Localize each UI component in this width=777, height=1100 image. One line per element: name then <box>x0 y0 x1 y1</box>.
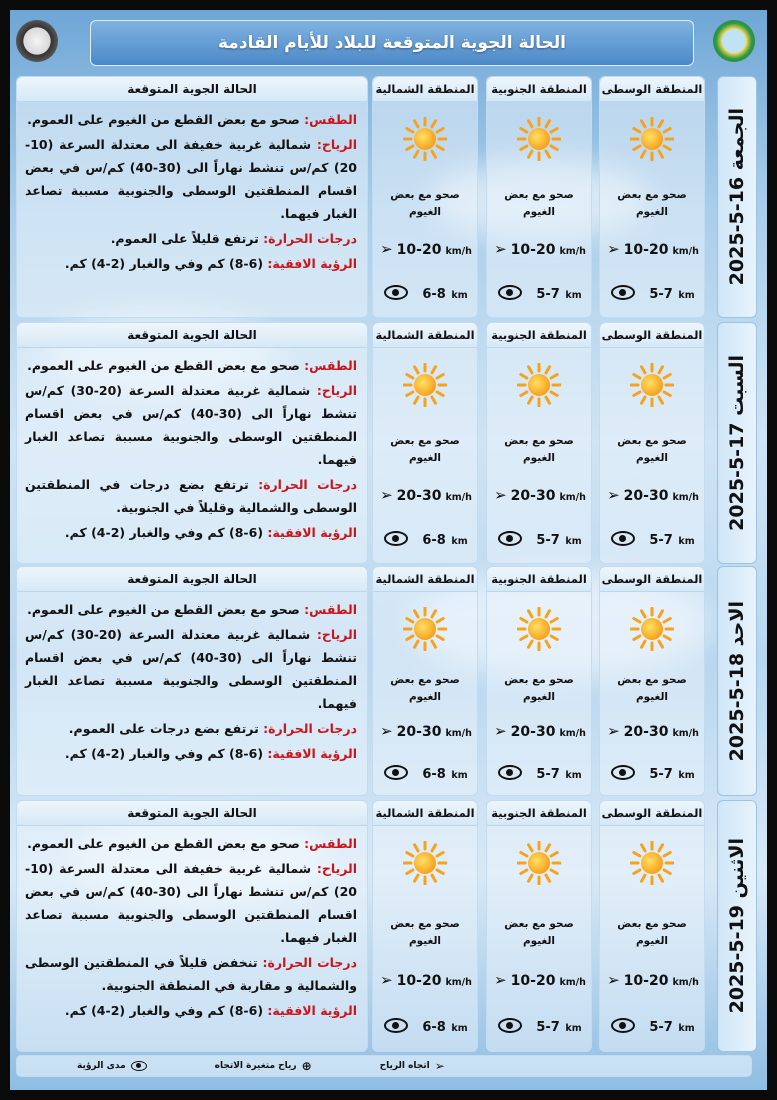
weather-label: الطقس: <box>304 358 357 373</box>
forecast-page <box>10 10 767 1090</box>
region-card <box>599 566 705 796</box>
visibility-unit: km <box>565 770 582 781</box>
condition-text: صحو مع بعض الغيوم <box>504 918 574 947</box>
forecast-heading: الحالة الجوية المتوقعة <box>17 323 367 348</box>
wind-value: 20-30 <box>623 724 669 740</box>
legend-variable-wind <box>215 1059 312 1073</box>
wind-unit: km/h <box>672 977 699 988</box>
wind-speed <box>604 240 702 258</box>
weather-label: الطقس: <box>304 602 357 617</box>
forecast-text-box <box>16 322 368 564</box>
legend-label: مدى الرؤية <box>77 1061 126 1071</box>
wind-line <box>25 623 357 715</box>
temperature-label: درجات الحرارة: <box>263 231 357 246</box>
wind-value: 10-20 <box>510 973 556 989</box>
wind-speed <box>377 722 475 740</box>
wind-speed <box>377 486 475 504</box>
region-name: المنطقة الجنوبية <box>487 567 591 592</box>
visibility-unit: km <box>451 1023 468 1034</box>
weather-line <box>25 354 357 377</box>
wind-unit: km/h <box>445 492 472 503</box>
sun-icon <box>517 117 561 161</box>
weather-line <box>25 832 357 855</box>
wind-arrow-icon: ➢ <box>380 240 393 258</box>
condition-text: صحو مع بعض الغيوم <box>504 674 574 703</box>
forecast-body <box>17 826 367 1022</box>
visibility-text: (6-8) كم وفي والغبار (2-4) كم. <box>64 525 264 540</box>
condition-text: صحو مع بعض الغيوم <box>390 435 460 464</box>
date-bar <box>717 76 757 318</box>
region-card <box>372 76 478 318</box>
visibility-range <box>377 763 475 782</box>
region-card <box>486 322 592 564</box>
day-date: الاحد 18-5-2025 <box>726 600 748 762</box>
wind-speed <box>604 971 702 989</box>
temperature-text: ترتفع قليلاً على العموم. <box>110 231 259 246</box>
visibility-text: (6-8) كم وفي والغبار (2-4) كم. <box>64 256 264 271</box>
sun-icon <box>517 363 561 407</box>
region-name: المنطقة الوسطى <box>600 323 704 348</box>
page-title: الحالة الجوية المتوقعة للبلاد للأيام القادمة <box>90 20 694 66</box>
wind-unit: km/h <box>445 728 472 739</box>
temperature-text: ترتفع بضع درجات في المنطقتين الوسطى والشمالية وقليلاً في الجنوبية. <box>25 477 357 515</box>
temperature-label: درجات الحرارة: <box>263 721 357 736</box>
day-date: الجمعة 16-5-2025 <box>726 108 748 286</box>
visibility-unit: km <box>451 770 468 781</box>
region-card <box>599 322 705 564</box>
sun-icon <box>517 607 561 651</box>
wind-unit: km/h <box>672 728 699 739</box>
wind-value: 10-20 <box>623 242 669 258</box>
eye-icon <box>498 531 522 546</box>
sun-icon <box>630 841 674 885</box>
region-name: المنطقة الوسطى <box>600 77 704 102</box>
date-bar <box>717 800 757 1052</box>
visibility-range <box>604 529 702 548</box>
temperature-text: تنخفض قليلاً في المنطقتين الوسطى والشمالية و مقاربة في المنطقة الجنوبية. <box>25 955 357 993</box>
visibility-value: 5-7 <box>649 767 673 782</box>
date-bar <box>717 322 757 564</box>
region-name: المنطقة الوسطى <box>600 801 704 826</box>
eye-icon <box>131 1061 147 1071</box>
visibility-label: الرؤية الافقية: <box>267 746 357 761</box>
wind-value: 20-30 <box>510 724 556 740</box>
wind-unit: km/h <box>672 246 699 257</box>
eye-icon <box>498 765 522 780</box>
forecast-heading: الحالة الجوية المتوقعة <box>17 77 367 102</box>
forecast-heading: الحالة الجوية المتوقعة <box>17 567 367 592</box>
wind-arrow-icon: ➢ <box>494 486 507 504</box>
visibility-value: 5-7 <box>649 1020 673 1035</box>
weather-label: الطقس: <box>304 836 357 851</box>
wind-value: 10-20 <box>623 973 669 989</box>
wind-unit: km/h <box>559 977 586 988</box>
visibility-range <box>377 283 475 302</box>
forecast-text-box <box>16 76 368 318</box>
wind-unit: km/h <box>445 977 472 988</box>
visibility-unit: km <box>678 290 695 301</box>
wind-label: الرياح: <box>316 627 357 642</box>
region-name: المنطقة الجنوبية <box>487 801 591 826</box>
visibility-range <box>491 283 589 302</box>
weather-line <box>25 598 357 621</box>
region-name: المنطقة الشمالية <box>373 567 477 592</box>
day-date: الاثنين 19-5-2025 <box>726 838 748 1014</box>
wind-unit: km/h <box>559 246 586 257</box>
wind-arrow-icon: ➢ <box>494 971 507 989</box>
visibility-value: 5-7 <box>536 533 560 548</box>
wind-line <box>25 857 357 949</box>
visibility-unit: km <box>565 1023 582 1034</box>
wind-line <box>25 133 357 225</box>
weather-text: صحو مع بعض القطع من الغيوم على العموم. <box>27 602 300 617</box>
weather-line <box>25 108 357 131</box>
eye-icon <box>498 285 522 300</box>
visibility-label: الرؤية الافقية: <box>267 525 357 540</box>
wind-speed <box>604 486 702 504</box>
visibility-unit: km <box>451 536 468 547</box>
condition-text: صحو مع بعض الغيوم <box>390 918 460 947</box>
temperature-line <box>25 227 357 250</box>
visibility-range <box>377 1016 475 1035</box>
legend <box>16 1055 752 1077</box>
region-name: المنطقة الشمالية <box>373 77 477 102</box>
region-card <box>372 800 478 1052</box>
region-name: المنطقة الوسطى <box>600 567 704 592</box>
forecast-body <box>17 102 367 275</box>
visibility-line <box>25 742 357 765</box>
visibility-value: 5-7 <box>536 287 560 302</box>
wind-unit: km/h <box>672 492 699 503</box>
sun-icon <box>403 117 447 161</box>
visibility-range <box>377 529 475 548</box>
wind-speed <box>377 240 475 258</box>
wind-unit: km/h <box>445 246 472 257</box>
eye-icon <box>498 1018 522 1033</box>
eye-icon <box>384 1018 408 1033</box>
region-card <box>599 800 705 1052</box>
visibility-value: 6-8 <box>422 1020 446 1035</box>
visibility-value: 6-8 <box>422 767 446 782</box>
forecast-text-box <box>16 800 368 1052</box>
wind-value: 20-30 <box>396 488 442 504</box>
wind-text: شمالية غربية معتدلة السرعة (20-30) كم/س تنشط نهاراً الى (30-40) كم/س في بعض اقسام المنطقتين الوسطى والجنوبية مسببة تصاعد الغبار فيهما. <box>25 383 357 467</box>
region-card <box>372 322 478 564</box>
condition-text: صحو مع بعض الغيوم <box>504 189 574 218</box>
wind-speed <box>491 722 589 740</box>
visibility-value: 6-8 <box>422 287 446 302</box>
visibility-range <box>491 529 589 548</box>
forecast-body <box>17 592 367 765</box>
condition-text: صحو مع بعض الغيوم <box>504 435 574 464</box>
wind-arrow-icon: ➢ <box>607 722 620 740</box>
legend-wind-direction <box>380 1059 445 1073</box>
ministry-logo <box>713 20 755 62</box>
condition-text: صحو مع بعض الغيوم <box>390 189 460 218</box>
wind-label: الرياح: <box>316 137 357 152</box>
eye-icon <box>611 531 635 546</box>
visibility-value: 5-7 <box>536 1020 560 1035</box>
wind-arrow-icon: ➢ <box>434 1059 445 1073</box>
wind-value: 10-20 <box>396 242 442 258</box>
visibility-range <box>491 1016 589 1035</box>
legend-visibility <box>77 1061 147 1071</box>
eye-icon <box>384 285 408 300</box>
wind-value: 10-20 <box>510 242 556 258</box>
sun-icon <box>403 607 447 651</box>
eye-icon <box>611 765 635 780</box>
wind-text: شمالية غربية خفيفة الى معتدلة السرعة (10-20) كم/س تنشط نهاراً الى (30-40) كم/س في بعض اقسام المنطقتين الوسطى والجنوبية مسببة تصاعد الغبار فيهما. <box>25 137 357 221</box>
eye-icon <box>611 1018 635 1033</box>
meteorology-logo <box>16 20 58 62</box>
sun-icon <box>630 117 674 161</box>
condition-text: صحو مع بعض الغيوم <box>617 189 687 218</box>
visibility-value: 5-7 <box>649 287 673 302</box>
sun-icon <box>403 363 447 407</box>
wind-arrow-icon: ➢ <box>494 722 507 740</box>
forecast-body <box>17 348 367 544</box>
weather-text: صحو مع بعض القطع من الغيوم على العموم. <box>27 112 300 127</box>
visibility-range <box>604 1016 702 1035</box>
temperature-label: درجات الحرارة: <box>258 477 357 492</box>
wind-value: 20-30 <box>510 488 556 504</box>
variable-wind-icon: ⊕ <box>301 1059 312 1073</box>
visibility-value: 5-7 <box>649 533 673 548</box>
legend-label: رياح متغيرة الاتجاه <box>214 1061 297 1071</box>
wind-unit: km/h <box>559 492 586 503</box>
wind-label: الرياح: <box>316 861 357 876</box>
wind-arrow-icon: ➢ <box>494 240 507 258</box>
visibility-unit: km <box>451 290 468 301</box>
visibility-unit: km <box>565 536 582 547</box>
wind-arrow-icon: ➢ <box>607 240 620 258</box>
sun-icon <box>517 841 561 885</box>
wind-text: شمالية غربية خفيفة الى معتدلة السرعة (10-20) كم/س تنشط نهاراً الى (30-40) كم/س في بعض اقسام المنطقتين الوسطى والجنوبية مسببة تصاعد الغبار فيهما. <box>25 861 357 945</box>
temperature-text: ترتفع بضع درجات على العموم. <box>68 721 259 736</box>
visibility-text: (6-8) كم وفي والغبار (2-4) كم. <box>64 1003 264 1018</box>
wind-arrow-icon: ➢ <box>380 971 393 989</box>
visibility-unit: km <box>678 1023 695 1034</box>
condition-text: صحو مع بعض الغيوم <box>617 435 687 464</box>
wind-label: الرياح: <box>316 383 357 398</box>
legend-label: اتجاه الرياح <box>379 1061 430 1071</box>
forecast-heading: الحالة الجوية المتوقعة <box>17 801 367 826</box>
condition-text: صحو مع بعض الغيوم <box>617 674 687 703</box>
wind-arrow-icon: ➢ <box>380 722 393 740</box>
temperature-line <box>25 717 357 740</box>
visibility-value: 6-8 <box>422 533 446 548</box>
wind-line <box>25 379 357 471</box>
visibility-unit: km <box>678 770 695 781</box>
region-card <box>486 76 592 318</box>
region-card <box>599 76 705 318</box>
wind-arrow-icon: ➢ <box>607 486 620 504</box>
visibility-range <box>491 763 589 782</box>
sun-icon <box>630 607 674 651</box>
visibility-unit: km <box>565 290 582 301</box>
temperature-line <box>25 951 357 997</box>
wind-speed <box>491 971 589 989</box>
visibility-label: الرؤية الافقية: <box>267 1003 357 1018</box>
date-bar <box>717 566 757 796</box>
region-name: المنطقة الشمالية <box>373 323 477 348</box>
condition-text: صحو مع بعض الغيوم <box>390 674 460 703</box>
weather-text: صحو مع بعض القطع من الغيوم على العموم. <box>27 358 300 373</box>
wind-text: شمالية غربية معتدلة السرعة (20-30) كم/س تنشط نهاراً الى (30-40) كم/س في بعض اقسام المنطقتين الوسطى والجنوبية مسببة تصاعد الغبار فيهما. <box>25 627 357 711</box>
wind-speed <box>604 722 702 740</box>
forecast-text-box <box>16 566 368 796</box>
wind-value: 20-30 <box>396 724 442 740</box>
region-name: المنطقة الجنوبية <box>487 323 591 348</box>
eye-icon <box>384 765 408 780</box>
visibility-range <box>604 763 702 782</box>
visibility-line <box>25 252 357 275</box>
wind-unit: km/h <box>559 728 586 739</box>
temperature-label: درجات الحرارة: <box>262 955 357 970</box>
visibility-unit: km <box>678 536 695 547</box>
visibility-line <box>25 521 357 544</box>
wind-value: 20-30 <box>623 488 669 504</box>
visibility-range <box>604 283 702 302</box>
weather-text: صحو مع بعض القطع من الغيوم على العموم. <box>27 836 300 851</box>
sun-icon <box>630 363 674 407</box>
wind-speed <box>377 971 475 989</box>
region-card <box>372 566 478 796</box>
weather-label: الطقس: <box>304 112 357 127</box>
region-name: المنطقة الشمالية <box>373 801 477 826</box>
wind-arrow-icon: ➢ <box>380 486 393 504</box>
wind-arrow-icon: ➢ <box>607 971 620 989</box>
wind-value: 10-20 <box>396 973 442 989</box>
visibility-value: 5-7 <box>536 767 560 782</box>
eye-icon <box>384 531 408 546</box>
region-name: المنطقة الجنوبية <box>487 77 591 102</box>
visibility-line <box>25 999 357 1022</box>
temperature-line <box>25 473 357 519</box>
condition-text: صحو مع بعض الغيوم <box>617 918 687 947</box>
day-date: السبت 17-5-2025 <box>726 355 748 531</box>
visibility-label: الرؤية الافقية: <box>267 256 357 271</box>
region-card <box>486 566 592 796</box>
region-card <box>486 800 592 1052</box>
wind-speed <box>491 486 589 504</box>
wind-speed <box>491 240 589 258</box>
sun-icon <box>403 841 447 885</box>
visibility-text: (6-8) كم وفي والغبار (2-4) كم. <box>64 746 264 761</box>
eye-icon <box>611 285 635 300</box>
